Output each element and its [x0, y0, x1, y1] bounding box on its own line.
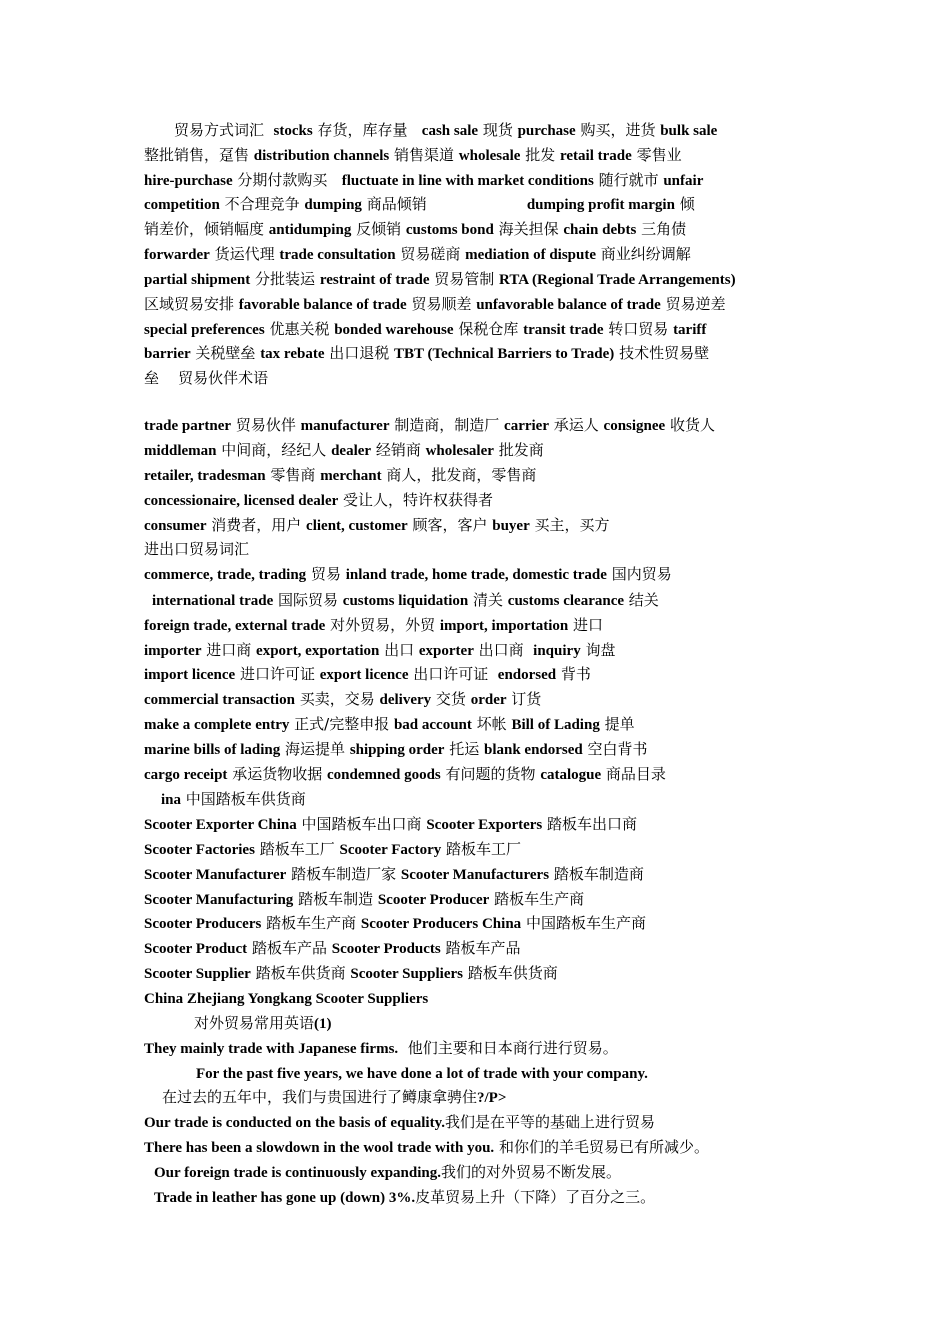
chinese-text: 出口许可证: [408, 665, 498, 683]
text-line: [144, 812, 824, 836]
english-term: Scooter Exporters: [426, 817, 543, 833]
chinese-text: 商品目录: [601, 765, 666, 783]
text-line: [154, 1185, 834, 1209]
chinese-text: 进口商: [201, 641, 257, 659]
chinese-text: 受让人，特许权获得者: [338, 491, 494, 509]
text-line: [144, 961, 824, 985]
chinese-text: 出口商: [473, 641, 534, 659]
chinese-text: 海关担保: [493, 220, 564, 238]
chinese-text: 踏板车制造商: [549, 865, 644, 883]
chinese-text: 进口: [568, 616, 603, 634]
english-term: TBT (Technical Barriers to Trade): [394, 346, 615, 362]
chinese-text: 关税壁垒: [190, 344, 261, 362]
chinese-text: 进口许可证: [235, 665, 320, 683]
chinese-text: 坏帐: [471, 715, 512, 733]
english-term: make a complete entry: [144, 717, 290, 733]
text-line: [144, 1135, 824, 1159]
english-term: transit trade: [523, 322, 604, 338]
english-term: inland trade, home trade, domestic trade: [345, 567, 607, 583]
chinese-text: 收货人: [665, 416, 715, 434]
text-line: [144, 986, 824, 1010]
english-term: favorable balance of trade: [238, 297, 407, 313]
english-term: bulk sale: [660, 123, 718, 139]
english-term: Trade in leather has gone up (down) 3%.: [154, 1190, 416, 1206]
text-line: [144, 292, 824, 316]
text-line: [144, 488, 824, 512]
english-term: fluctuate in line with market conditions: [341, 173, 594, 189]
english-term: purchase: [517, 123, 576, 139]
english-term: special preferences: [144, 322, 265, 338]
english-term: stocks: [273, 123, 313, 139]
text-line: [144, 613, 824, 637]
chinese-text: 国际贸易: [273, 591, 343, 609]
chinese-text: 托运: [444, 740, 484, 758]
english-term: delivery: [379, 692, 432, 708]
chinese-text: 贸易磋商: [395, 245, 466, 263]
chinese-text: 踏板车供货商: [250, 964, 351, 982]
english-term: mediation of dispute: [465, 247, 597, 263]
english-term: Scooter Manufacturer: [144, 867, 287, 883]
english-term: trade partner: [144, 418, 232, 434]
text-line: [196, 1061, 876, 1085]
text-line: [144, 862, 824, 886]
english-term: bad account: [393, 717, 472, 733]
text-line: [144, 911, 824, 935]
english-term: Bill of Lading: [511, 717, 600, 733]
english-term: antidumping: [268, 222, 352, 238]
chinese-text: 结关: [624, 591, 659, 609]
text-line: [174, 118, 854, 142]
english-term: Scooter Products: [331, 941, 441, 957]
text-line: [144, 438, 824, 462]
chinese-text: 我们的对外贸易不断发展。: [441, 1163, 622, 1181]
chinese-text: 零售业: [631, 146, 682, 164]
english-term: export licence: [319, 667, 409, 683]
english-term: Scooter Factories: [144, 842, 255, 858]
chinese-text: 中国踏板车生产商: [521, 914, 646, 932]
english-term: unfavorable balance of trade: [476, 297, 661, 313]
chinese-text: 区域贸易安排: [144, 295, 239, 313]
chinese-text: 经销商: [371, 441, 426, 459]
english-term: They mainly trade with Japanese firms.: [144, 1041, 399, 1057]
english-term: Scooter Supplier: [144, 966, 251, 982]
english-term: (1): [314, 1016, 332, 1032]
chinese-text: 倾: [674, 195, 695, 213]
chinese-text: 踏板车生产商: [489, 890, 585, 908]
english-term: import licence: [144, 667, 236, 683]
chinese-text: 随行就市: [593, 171, 664, 189]
english-term: Scooter Suppliers: [350, 966, 464, 982]
text-line: [144, 267, 824, 291]
chinese-text: 背书: [556, 665, 591, 683]
chinese-text: 订货: [506, 690, 542, 708]
english-term: Scooter Product: [144, 941, 248, 957]
chinese-text: 有问题的货物: [440, 765, 541, 783]
english-term: condemned goods: [326, 767, 441, 783]
english-term: buyer: [492, 518, 530, 534]
chinese-text: 优惠关税: [264, 320, 335, 338]
english-term: wholesaler: [425, 443, 494, 459]
chinese-text: 踏板车出口商: [542, 815, 638, 833]
text-line: [144, 687, 824, 711]
chinese-text: 正式/完整申报: [289, 715, 394, 733]
chinese-text: 进出口贸易词汇: [144, 540, 250, 558]
english-term: foreign trade, external trade: [144, 618, 326, 634]
chinese-text: 踏板车工厂: [441, 840, 522, 858]
english-term: tax rebate: [260, 346, 325, 362]
text-line: [144, 217, 824, 241]
english-term: retail trade: [560, 148, 632, 164]
english-term: commercial transaction: [144, 692, 295, 708]
chinese-text: 批发: [520, 146, 561, 164]
chinese-text: 技术性贸易壁: [614, 344, 710, 362]
english-term: blank endorsed: [483, 742, 583, 758]
chinese-text: 制造商，制造厂: [389, 416, 505, 434]
chinese-text: 保税仓库: [453, 320, 524, 338]
chinese-text: 消费者，用户: [206, 516, 307, 534]
chinese-text: 中国踏板车供货商: [181, 790, 306, 808]
english-term: Scooter Factory: [339, 842, 442, 858]
chinese-text: 销售渠道: [389, 146, 459, 164]
english-term: ?/P>: [477, 1090, 507, 1106]
english-term: Our trade is conducted on the basis of equality.: [144, 1115, 446, 1131]
chinese-text: 货运代理: [209, 245, 280, 263]
chinese-text: 贸易管制: [429, 270, 500, 288]
text-line: [144, 662, 824, 686]
english-term: barrier: [144, 346, 191, 362]
english-term: hire-purchase: [144, 173, 233, 189]
chinese-text: 商品倾销: [361, 195, 527, 213]
chinese-text: 海运提单: [280, 740, 350, 758]
english-term: Scooter Manufacturing: [144, 892, 294, 908]
chinese-text: 踏板车制造厂家: [286, 865, 401, 883]
chinese-text: 垒 贸易伙伴术语: [144, 369, 269, 387]
text-line: [144, 192, 824, 216]
chinese-text: 三角债: [636, 220, 687, 238]
text-line: [144, 242, 824, 266]
english-term: merchant: [320, 468, 382, 484]
chinese-text: 商业纠纷调解: [596, 245, 691, 263]
chinese-text: 现货: [478, 121, 518, 139]
chinese-text: 交货: [431, 690, 471, 708]
english-term: endorsed: [497, 667, 557, 683]
chinese-text: 顾客，客户: [407, 516, 493, 534]
text-line: [152, 588, 832, 612]
chinese-text: 踏板车工厂: [254, 840, 340, 858]
english-term: carrier: [504, 418, 549, 434]
chinese-text: 承运人: [549, 416, 604, 434]
text-line: [144, 1036, 824, 1060]
english-term: inquiry: [533, 643, 581, 659]
english-term: consumer: [144, 518, 207, 534]
english-term: restraint of trade: [319, 272, 430, 288]
chinese-text: 对外贸易常用英语: [194, 1014, 315, 1032]
text-line: [144, 1110, 824, 1134]
chinese-text: 批发商: [493, 441, 544, 459]
chinese-text: 踏板车产品: [247, 939, 332, 957]
english-term: marine bills of lading: [144, 742, 281, 758]
chinese-text: 销差价，倾销幅度: [144, 220, 269, 238]
english-term: ina: [161, 792, 182, 808]
english-term: cargo receipt: [144, 767, 228, 783]
english-term: For the past five years, we have done a lot of trade with your company.: [196, 1066, 648, 1082]
english-term: order: [470, 692, 507, 708]
english-term: consignee: [603, 418, 666, 434]
text-line: [144, 887, 824, 911]
english-term: unfair: [663, 173, 704, 189]
chinese-text: 贸易: [306, 565, 346, 583]
english-term: import, importation: [439, 618, 569, 634]
text-line: [144, 513, 824, 537]
text-line: [144, 936, 824, 960]
english-term: partial shipment: [144, 272, 251, 288]
english-term: manufacturer: [300, 418, 390, 434]
english-term: client, customer: [306, 518, 408, 534]
english-term: dumping: [304, 197, 362, 213]
english-term: Scooter Producers: [144, 916, 262, 932]
text-line: [144, 837, 824, 861]
english-term: cash sale: [421, 123, 479, 139]
chinese-text: 国内贸易: [606, 565, 672, 583]
text-line: [144, 562, 824, 586]
chinese-text: 他们主要和日本商行进行贸易。: [398, 1039, 618, 1057]
english-term: Scooter Producers China: [360, 916, 522, 932]
english-term: middleman: [144, 443, 217, 459]
chinese-text: 踏板车制造: [293, 890, 378, 908]
english-term: RTA (Regional Trade Arrangements): [499, 272, 736, 288]
chinese-text: 和你们的羊毛贸易已有所减少。: [494, 1138, 709, 1156]
chinese-text: 空白背书: [582, 740, 648, 758]
chinese-text: 皮革贸易上升（下降）了百分之三。: [415, 1188, 656, 1206]
chinese-text: 买主，买方: [529, 516, 610, 534]
english-term: customs clearance: [507, 593, 625, 609]
chinese-text: 存货，库存量: [312, 121, 422, 139]
chinese-text: 我们是在平等的基础上进行贸易: [445, 1113, 656, 1131]
chinese-text: 贸易逆差: [660, 295, 726, 313]
chinese-text: 分批装运: [250, 270, 320, 288]
text-line: [144, 638, 824, 662]
english-term: Our foreign trade is continuously expanding.: [154, 1165, 441, 1181]
chinese-text: 在过去的五年中，我们与贵国进行了鳟康拿骋住: [162, 1088, 478, 1106]
english-term: Scooter Manufacturers: [400, 867, 550, 883]
chinese-text: 转口贸易: [603, 320, 674, 338]
english-term: concessionaire, licensed dealer: [144, 493, 339, 509]
english-term: tariff: [673, 322, 707, 338]
english-term: shipping order: [349, 742, 445, 758]
text-line: [144, 341, 824, 365]
english-term: trade consultation: [279, 247, 396, 263]
chinese-text: 踏板车生产商: [261, 914, 361, 932]
chinese-text: 承运货物收据: [227, 765, 327, 783]
chinese-text: 买卖，交易: [294, 690, 380, 708]
english-term: export, exportation: [256, 643, 380, 659]
chinese-text: 贸易伙伴: [231, 416, 301, 434]
chinese-text: 清关: [468, 591, 508, 609]
english-term: retailer, tradesman: [144, 468, 266, 484]
english-term: customs liquidation: [342, 593, 469, 609]
english-term: exporter: [418, 643, 474, 659]
text-line: [144, 762, 824, 786]
chinese-text: 贸易顺差: [406, 295, 477, 313]
text-line: [154, 1160, 834, 1184]
chinese-text: 贸易方式词汇: [174, 121, 274, 139]
text-line: [144, 413, 824, 437]
chinese-text: 零售商: [265, 466, 321, 484]
english-term: China Zhejiang Yongkang Scooter Suppliers: [144, 991, 429, 1007]
english-term: chain debts: [563, 222, 637, 238]
chinese-text: 购买，进货: [575, 121, 661, 139]
text-line: [144, 463, 824, 487]
english-term: dumping profit margin: [526, 197, 675, 213]
text-line: [144, 737, 824, 761]
chinese-text: 询盘: [580, 641, 616, 659]
text-line: [162, 1085, 842, 1109]
english-term: international trade: [152, 593, 274, 609]
chinese-text: 对外贸易，外贸: [325, 616, 440, 634]
english-term: competition: [144, 197, 220, 213]
english-term: bonded warehouse: [334, 322, 454, 338]
chinese-text: 商人，批发商，零售商: [381, 466, 537, 484]
english-term: Scooter Exporter China: [144, 817, 297, 833]
chinese-text: 分期付款购买: [232, 171, 342, 189]
english-term: customs bond: [405, 222, 494, 238]
text-line: [144, 712, 824, 736]
chinese-text: 出口: [379, 641, 419, 659]
chinese-text: 整批销售，趸售: [144, 146, 254, 164]
english-term: forwarder: [144, 247, 210, 263]
english-term: dealer: [331, 443, 372, 459]
text-line: [144, 537, 824, 561]
english-term: wholesale: [458, 148, 521, 164]
english-term: Scooter Producer: [377, 892, 490, 908]
chinese-text: 反倾销: [351, 220, 406, 238]
english-term: distribution channels: [253, 148, 390, 164]
chinese-text: 踏板车供货商: [463, 964, 558, 982]
text-line: [144, 143, 824, 167]
chinese-text: 不合理竞争: [219, 195, 305, 213]
text-line: [144, 168, 824, 192]
english-term: catalogue: [540, 767, 602, 783]
text-line: [144, 366, 824, 390]
chinese-text: 提单: [599, 715, 635, 733]
english-term: commerce, trade, trading: [144, 567, 307, 583]
english-term: There has been a slowdown in the wool trade with you.: [144, 1140, 495, 1156]
chinese-text: 中间商，经纪人: [216, 441, 332, 459]
text-line: [144, 317, 824, 341]
text-line: [194, 1011, 874, 1035]
english-term: importer: [144, 643, 202, 659]
chinese-text: 中国踏板车出口商: [296, 815, 427, 833]
chinese-text: 踏板车产品: [440, 939, 521, 957]
chinese-text: 出口退税: [324, 344, 395, 362]
text-line: [161, 787, 841, 811]
